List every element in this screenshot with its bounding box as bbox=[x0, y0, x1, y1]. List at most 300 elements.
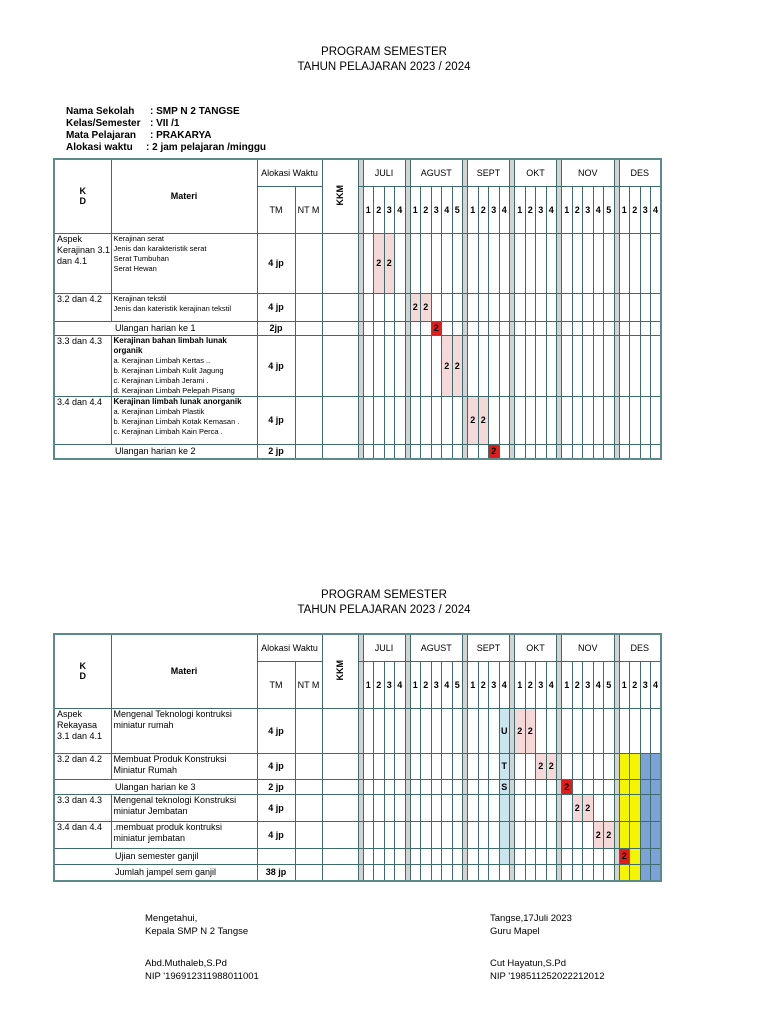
week-cell bbox=[525, 864, 536, 881]
sig-line: Guru Mapel bbox=[490, 926, 540, 937]
materi-cell bbox=[54, 779, 257, 794]
page-title-1 bbox=[0, 45, 768, 75]
week-cell bbox=[384, 233, 395, 293]
week-cell bbox=[593, 779, 604, 794]
week-cell bbox=[515, 821, 526, 848]
table-row bbox=[54, 779, 661, 794]
month-2: SEPT bbox=[468, 634, 510, 661]
materi-cell bbox=[111, 708, 257, 753]
week-cell bbox=[546, 293, 557, 321]
week-cell bbox=[619, 848, 630, 864]
week-cell bbox=[499, 708, 510, 753]
week-cell bbox=[478, 444, 489, 459]
info-row bbox=[66, 130, 266, 142]
kd-header-k: K D bbox=[79, 186, 86, 207]
week-cell bbox=[410, 821, 421, 848]
week-cell bbox=[395, 848, 406, 864]
week-cell bbox=[525, 396, 536, 444]
materi-line: a. Kerajinan Limbah Plastik bbox=[113, 406, 205, 416]
week-cell bbox=[651, 335, 662, 396]
ntm-header: NT M bbox=[295, 186, 322, 233]
week-cell bbox=[604, 864, 615, 881]
ntm-cell bbox=[295, 794, 322, 821]
week-cell bbox=[468, 708, 479, 753]
week-label: 2 bbox=[630, 186, 641, 233]
materi-cell bbox=[111, 335, 257, 396]
tm-cell: 2 jp bbox=[257, 444, 295, 459]
week-cell bbox=[583, 864, 594, 881]
week-cell bbox=[452, 779, 463, 794]
week-cell bbox=[640, 396, 651, 444]
week-cell bbox=[593, 794, 604, 821]
week-cell bbox=[651, 864, 662, 881]
sig-line: Kepala SMP N 2 Tangse bbox=[145, 926, 249, 937]
table-row bbox=[54, 753, 661, 779]
week-cell bbox=[410, 794, 421, 821]
week-cell bbox=[604, 233, 615, 293]
tm-cell: 4 jp bbox=[257, 753, 295, 779]
month-2: SEPT bbox=[468, 159, 510, 186]
week-cell bbox=[363, 321, 374, 335]
week-cell bbox=[395, 821, 406, 848]
week-cell bbox=[384, 864, 395, 881]
week-cell bbox=[630, 396, 641, 444]
week-cell bbox=[593, 753, 604, 779]
week-cell bbox=[442, 293, 453, 321]
materi-line: Serat Hewan bbox=[113, 263, 157, 273]
week-cell bbox=[525, 848, 536, 864]
week-cell bbox=[374, 779, 385, 794]
week-cell bbox=[478, 753, 489, 779]
week-cell bbox=[478, 396, 489, 444]
materi-line: Kerajinan serat bbox=[113, 233, 164, 243]
week-cell bbox=[410, 864, 421, 881]
week-cell bbox=[395, 708, 406, 753]
week-cell bbox=[536, 848, 547, 864]
week-cell bbox=[593, 396, 604, 444]
schedule-table-2 bbox=[53, 633, 662, 882]
week-cell bbox=[499, 233, 510, 293]
week-cell bbox=[593, 848, 604, 864]
mark: 2 bbox=[517, 725, 523, 736]
week-cell bbox=[630, 233, 641, 293]
tm-cell: 4 jp bbox=[257, 821, 295, 848]
week-label: 3 bbox=[583, 661, 594, 708]
materi-header: Materi bbox=[111, 159, 257, 233]
week-cell bbox=[421, 293, 432, 321]
mark-red: 2 bbox=[491, 446, 497, 457]
week-cell bbox=[384, 396, 395, 444]
week-label: 3 bbox=[536, 661, 547, 708]
week-cell bbox=[640, 753, 651, 779]
week-cell bbox=[395, 864, 406, 881]
month-3: OKT bbox=[515, 159, 557, 186]
week-cell bbox=[431, 848, 442, 864]
week-cell bbox=[640, 779, 651, 794]
materi-line: Mengenal teknologi Konstruksi miniatur Jembatan bbox=[113, 794, 237, 816]
week-label: 4 bbox=[651, 186, 662, 233]
week-cell bbox=[421, 321, 432, 335]
mark: T bbox=[501, 761, 507, 771]
week-cell bbox=[452, 444, 463, 459]
week-cell bbox=[442, 444, 453, 459]
week-cell bbox=[515, 708, 526, 753]
week-cell bbox=[583, 335, 594, 396]
week-label: 1 bbox=[515, 661, 526, 708]
table-row bbox=[54, 321, 661, 335]
tm-cell: 4 jp bbox=[257, 794, 295, 821]
week-cell bbox=[363, 293, 374, 321]
kkm-cell bbox=[322, 821, 358, 848]
week-cell bbox=[421, 335, 432, 396]
week-cell bbox=[442, 779, 453, 794]
info-value: : VII /1 bbox=[150, 118, 180, 129]
week-cell bbox=[604, 794, 615, 821]
week-cell bbox=[452, 335, 463, 396]
kkm-label: KKM bbox=[335, 185, 345, 206]
week-cell bbox=[468, 444, 479, 459]
mark: 2 bbox=[538, 761, 544, 771]
week-cell bbox=[489, 293, 500, 321]
week-cell bbox=[374, 396, 385, 444]
week-cell bbox=[431, 321, 442, 335]
week-cell bbox=[499, 293, 510, 321]
kkm-cell bbox=[322, 444, 358, 459]
week-cell bbox=[363, 233, 374, 293]
week-cell bbox=[640, 821, 651, 848]
week-cell bbox=[374, 335, 385, 396]
week-cell bbox=[452, 864, 463, 881]
week-cell bbox=[410, 848, 421, 864]
week-cell bbox=[363, 444, 374, 459]
week-cell bbox=[515, 335, 526, 396]
week-cell bbox=[562, 753, 573, 779]
week-cell bbox=[593, 708, 604, 753]
week-label: 2 bbox=[572, 186, 583, 233]
week-cell bbox=[478, 864, 489, 881]
week-cell bbox=[431, 864, 442, 881]
week-cell bbox=[468, 848, 479, 864]
week-cell bbox=[431, 821, 442, 848]
title-line-1: PROGRAM SEMESTER bbox=[321, 589, 447, 601]
mark: 2 bbox=[548, 761, 554, 771]
week-cell bbox=[431, 753, 442, 779]
info-label: Alokasi waktu bbox=[66, 142, 133, 153]
mark: 2 bbox=[470, 415, 476, 425]
materi-line: Kerajinan tekstil bbox=[113, 293, 167, 303]
mark: S bbox=[501, 781, 508, 792]
week-cell bbox=[525, 794, 536, 821]
week-cell bbox=[630, 335, 641, 396]
kd-cell: 3.4 dan 4.4 bbox=[54, 821, 111, 848]
ntm-cell bbox=[295, 293, 322, 321]
week-cell bbox=[515, 794, 526, 821]
week-cell bbox=[546, 335, 557, 396]
week-label: 4 bbox=[651, 661, 662, 708]
week-cell bbox=[593, 335, 604, 396]
week-cell bbox=[572, 848, 583, 864]
materi-line: Mengenal Teknologi kontruksi miniatur rumah bbox=[113, 708, 232, 730]
mark: 2 bbox=[606, 829, 612, 840]
kd-cell: Aspek Kerajinan 3.1 dan 4.1 bbox=[54, 233, 111, 293]
week-cell bbox=[630, 848, 641, 864]
week-cell bbox=[410, 293, 421, 321]
week-cell bbox=[572, 821, 583, 848]
week-cell bbox=[619, 794, 630, 821]
week-cell bbox=[583, 396, 594, 444]
week-cell bbox=[651, 293, 662, 321]
alokasi-header: Alokasi Waktu bbox=[257, 159, 322, 186]
week-cell bbox=[489, 335, 500, 396]
week-cell bbox=[562, 779, 573, 794]
week-cell bbox=[421, 821, 432, 848]
materi-line: .membuat produk kontruksi miniatur jembatan bbox=[113, 821, 223, 843]
kkm-cell bbox=[322, 396, 358, 444]
week-cell bbox=[468, 864, 479, 881]
week-cell bbox=[421, 396, 432, 444]
week-cell bbox=[546, 864, 557, 881]
week-cell bbox=[562, 864, 573, 881]
week-cell bbox=[363, 753, 374, 779]
week-cell bbox=[374, 444, 385, 459]
week-cell bbox=[499, 396, 510, 444]
week-cell bbox=[651, 779, 662, 794]
week-cell bbox=[630, 753, 641, 779]
kkm-cell bbox=[322, 779, 358, 794]
ntm-cell bbox=[295, 864, 322, 881]
week-label: 5 bbox=[604, 661, 615, 708]
week-cell bbox=[499, 753, 510, 779]
month-1: AGUST bbox=[410, 634, 463, 661]
ntm-header: NT M bbox=[295, 661, 322, 708]
week-cell bbox=[410, 233, 421, 293]
week-cell bbox=[572, 396, 583, 444]
week-cell bbox=[536, 708, 547, 753]
week-label: 1 bbox=[468, 186, 479, 233]
week-cell bbox=[384, 753, 395, 779]
week-label: 4 bbox=[499, 186, 510, 233]
week-cell bbox=[546, 444, 557, 459]
week-label: 2 bbox=[630, 661, 641, 708]
materi-text: Ulangan harian ke 1 bbox=[115, 323, 196, 333]
week-cell bbox=[630, 444, 641, 459]
week-cell bbox=[489, 233, 500, 293]
sig-name: Cut Hayatun,S.Pd bbox=[490, 958, 567, 969]
week-cell bbox=[583, 794, 594, 821]
week-cell bbox=[442, 753, 453, 779]
week-cell bbox=[452, 708, 463, 753]
week-cell bbox=[546, 779, 557, 794]
materi-cell bbox=[111, 794, 257, 821]
week-cell bbox=[489, 821, 500, 848]
materi-cell bbox=[111, 293, 257, 321]
tm-cell: 4 jp bbox=[257, 335, 295, 396]
mark: 2 bbox=[574, 802, 580, 813]
week-cell bbox=[630, 321, 641, 335]
week-label: 2 bbox=[525, 661, 536, 708]
materi-cell bbox=[54, 864, 257, 881]
tm-cell: 38 jp bbox=[257, 864, 295, 881]
week-label: 3 bbox=[536, 186, 547, 233]
week-label: 5 bbox=[604, 186, 615, 233]
week-cell bbox=[468, 335, 479, 396]
week-cell bbox=[374, 864, 385, 881]
tm-header: TM bbox=[257, 661, 295, 708]
week-cell bbox=[468, 821, 479, 848]
kkm-header bbox=[322, 159, 358, 233]
week-cell bbox=[619, 321, 630, 335]
mark: 2 bbox=[423, 302, 429, 312]
tm-cell: 4 jp bbox=[257, 233, 295, 293]
kd-header bbox=[54, 634, 111, 708]
week-cell bbox=[583, 848, 594, 864]
week-cell bbox=[410, 779, 421, 794]
week-cell bbox=[572, 708, 583, 753]
week-cell bbox=[442, 335, 453, 396]
week-cell bbox=[468, 396, 479, 444]
week-cell bbox=[452, 233, 463, 293]
week-cell bbox=[384, 779, 395, 794]
week-cell bbox=[572, 233, 583, 293]
kkm-cell bbox=[322, 335, 358, 396]
month-5: DES bbox=[619, 159, 661, 186]
week-label: 2 bbox=[421, 661, 432, 708]
week-cell bbox=[384, 848, 395, 864]
week-cell bbox=[395, 233, 406, 293]
ntm-cell bbox=[295, 396, 322, 444]
week-cell bbox=[431, 708, 442, 753]
week-cell bbox=[515, 293, 526, 321]
title-line-1: PROGRAM SEMESTER bbox=[321, 46, 447, 58]
week-cell bbox=[619, 293, 630, 321]
sig-name: Abd.Muthaleb,S.Pd bbox=[145, 958, 227, 969]
week-label: 3 bbox=[431, 186, 442, 233]
kkm-label: KKM bbox=[335, 660, 345, 681]
week-cell bbox=[499, 864, 510, 881]
week-cell bbox=[468, 753, 479, 779]
kkm-cell bbox=[322, 293, 358, 321]
week-cell bbox=[363, 396, 374, 444]
week-cell bbox=[619, 708, 630, 753]
week-cell bbox=[562, 293, 573, 321]
week-cell bbox=[384, 321, 395, 335]
week-cell bbox=[489, 864, 500, 881]
table-row bbox=[54, 233, 661, 293]
week-cell bbox=[651, 753, 662, 779]
week-cell bbox=[583, 753, 594, 779]
kd-header bbox=[54, 159, 111, 233]
week-cell bbox=[651, 233, 662, 293]
week-cell bbox=[640, 444, 651, 459]
materi-text: Ulangan harian ke 3 bbox=[115, 781, 196, 792]
materi-line: Kerajinan bahan limbah lunak organik bbox=[113, 335, 227, 355]
week-cell bbox=[651, 794, 662, 821]
week-cell bbox=[593, 321, 604, 335]
week-label: 4 bbox=[546, 186, 557, 233]
week-cell bbox=[363, 821, 374, 848]
kkm-cell bbox=[322, 708, 358, 753]
kkm-cell bbox=[322, 753, 358, 779]
materi-line: c. Kerajinan Limbah Jerami . bbox=[113, 375, 209, 385]
ntm-cell bbox=[295, 708, 322, 753]
materi-line: Membuat Produk Konstruksi Miniatur Rumah bbox=[113, 753, 227, 775]
title-line-2: TAHUN PELAJARAN 2023 / 2024 bbox=[297, 604, 471, 616]
week-cell bbox=[630, 708, 641, 753]
kd-cell: Aspek Rekayasa 3.1 dan 4.1 bbox=[54, 708, 111, 753]
week-label: 2 bbox=[374, 661, 385, 708]
week-cell bbox=[630, 821, 641, 848]
week-cell bbox=[562, 396, 573, 444]
week-cell bbox=[640, 233, 651, 293]
week-label: 1 bbox=[562, 186, 573, 233]
week-cell bbox=[515, 321, 526, 335]
week-cell bbox=[431, 444, 442, 459]
week-cell bbox=[536, 293, 547, 321]
week-label: 2 bbox=[525, 186, 536, 233]
tm-header: TM bbox=[257, 186, 295, 233]
week-cell bbox=[442, 233, 453, 293]
week-cell bbox=[562, 821, 573, 848]
week-cell bbox=[421, 779, 432, 794]
week-cell bbox=[395, 293, 406, 321]
week-cell bbox=[583, 233, 594, 293]
week-label: 1 bbox=[410, 186, 421, 233]
info-value: : SMP N 2 TANGSE bbox=[150, 106, 240, 117]
week-cell bbox=[442, 708, 453, 753]
week-cell bbox=[410, 444, 421, 459]
week-cell bbox=[489, 794, 500, 821]
ntm-cell bbox=[295, 444, 322, 459]
week-cell bbox=[478, 821, 489, 848]
materi-cell bbox=[111, 753, 257, 779]
week-label: 4 bbox=[499, 661, 510, 708]
week-label: 4 bbox=[593, 661, 604, 708]
tm-cell: 2jp bbox=[257, 321, 295, 335]
week-cell bbox=[546, 794, 557, 821]
week-cell bbox=[604, 848, 615, 864]
week-cell bbox=[515, 779, 526, 794]
week-cell bbox=[515, 396, 526, 444]
week-label: 2 bbox=[374, 186, 385, 233]
table-row bbox=[54, 396, 661, 444]
week-cell bbox=[478, 233, 489, 293]
week-cell bbox=[374, 753, 385, 779]
week-cell bbox=[452, 821, 463, 848]
alokasi-header: Alokasi Waktu bbox=[257, 634, 322, 661]
week-cell bbox=[619, 233, 630, 293]
week-cell bbox=[536, 444, 547, 459]
week-cell bbox=[452, 794, 463, 821]
week-cell bbox=[384, 794, 395, 821]
week-cell bbox=[384, 335, 395, 396]
week-label: 4 bbox=[395, 186, 406, 233]
mark-red: 2 bbox=[621, 851, 627, 861]
week-cell bbox=[562, 321, 573, 335]
week-cell bbox=[478, 293, 489, 321]
week-cell bbox=[363, 794, 374, 821]
materi-cell bbox=[54, 444, 257, 459]
week-cell bbox=[395, 779, 406, 794]
week-cell bbox=[536, 396, 547, 444]
mark: 2 bbox=[527, 725, 533, 736]
week-cell bbox=[536, 821, 547, 848]
materi-text: Ulangan harian ke 2 bbox=[115, 446, 196, 457]
week-cell bbox=[499, 335, 510, 396]
info-value: : 2 jam pelajaran /minggu bbox=[146, 142, 267, 153]
sig-nip: NIP '196912311988011001 bbox=[145, 971, 259, 982]
week-label: 1 bbox=[363, 661, 374, 708]
materi-line: Kerajinan limbah lunak anorganik bbox=[113, 396, 242, 406]
